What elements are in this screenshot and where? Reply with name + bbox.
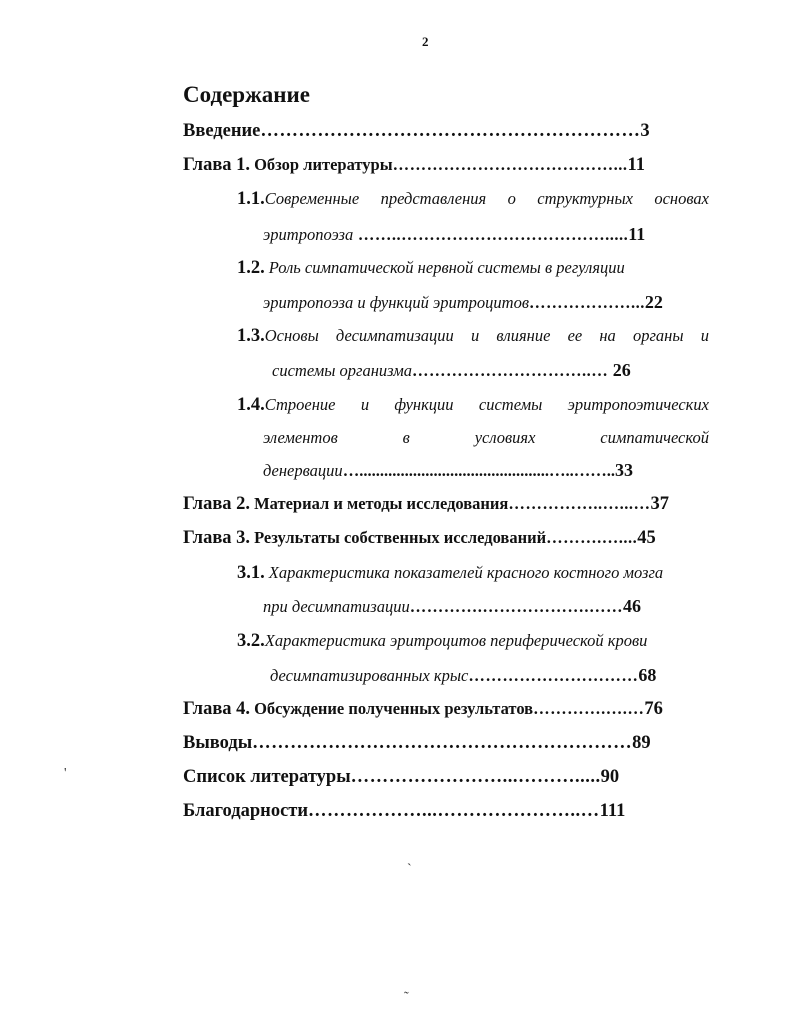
scan-speck-left: ': [64, 766, 67, 781]
toc-leader: ……….…....: [546, 528, 638, 547]
toc-page: 22: [644, 292, 663, 312]
toc-word: структурных: [537, 189, 633, 208]
toc-entry-1-4-line2: [263, 430, 709, 447]
toc-word: элементов: [263, 428, 338, 447]
toc-leader: ……..……………………………….....: [353, 225, 629, 244]
toc-leader: ……………..…...…: [508, 494, 651, 513]
toc-word: и: [360, 395, 370, 414]
toc-word: условиях: [474, 428, 536, 447]
toc-page: 76: [644, 699, 663, 719]
scan-speck-middle: ˋ: [407, 862, 412, 877]
toc-label: Обсуждение полученных результатов: [254, 699, 534, 718]
toc-leader: …………………………………...: [392, 155, 628, 174]
toc-page: 111: [599, 801, 626, 821]
toc-word: Современные: [264, 189, 360, 208]
toc-page: 46: [623, 596, 641, 616]
toc-word: функции: [394, 395, 454, 414]
toc-entry-3-2-line2: [270, 666, 656, 685]
toc-word: эритропоэтических: [567, 395, 709, 414]
toc-section-num: 1.4.: [237, 395, 265, 415]
toc-label: Введение: [183, 121, 261, 141]
toc-word: представления: [380, 189, 487, 208]
toc-entry-3-1-line2: [263, 597, 641, 616]
toc-entry-chapter-3: [183, 529, 656, 548]
toc-chapter-num: Глава 3.: [183, 528, 251, 548]
toc-leader: ………………...…………………..…: [308, 801, 600, 821]
toc-section-num: 1.3.: [237, 326, 265, 346]
toc-entry-1-4-line1: [237, 396, 709, 415]
toc-word: на: [599, 326, 616, 345]
toc-section-num: 1.1.: [237, 189, 265, 209]
toc-word: основах: [654, 189, 709, 208]
toc-leader: ………….….…: [533, 699, 645, 718]
toc-section-num: 3.2.: [237, 631, 265, 651]
toc-label: системы организма: [272, 361, 412, 380]
toc-entry-1-2-line1: [237, 259, 625, 278]
toc-label: десимпатизированных крыс: [270, 666, 469, 685]
toc-word: о: [507, 189, 516, 208]
toc-leader: …..............................................…..……..: [342, 461, 615, 480]
toc-label: Обзор литературы: [254, 155, 393, 174]
toc-chapter-num: Глава 2.: [183, 494, 251, 514]
toc-word: в: [402, 428, 410, 447]
toc-label: Материал и методы исследования: [254, 494, 509, 513]
toc-word: ее: [567, 326, 583, 345]
toc-entry-1-3-line2: [272, 361, 631, 380]
page-number: 2: [422, 34, 429, 49]
toc-word: влияние: [496, 326, 551, 345]
toc-page: 89: [632, 733, 651, 753]
toc-section-num: 3.1.: [237, 563, 265, 583]
toc-chapter-num: Глава 4.: [183, 699, 251, 719]
toc-entry-1-3-line1: [237, 327, 709, 346]
toc-entry-intro: [183, 122, 704, 141]
toc-page: 90: [600, 767, 620, 787]
toc-entry-chapter-2: [183, 495, 669, 514]
toc-page: 11: [627, 155, 645, 175]
toc-entry-acknowledgements: [183, 802, 625, 821]
toc-page: 33: [614, 460, 633, 480]
toc-word: и: [700, 326, 709, 345]
toc-word: десимпатизации: [335, 326, 454, 345]
toc-page: 37: [650, 494, 669, 514]
toc-entry-3-1-line1: [237, 564, 663, 583]
toc-leader: ……………………………………………………: [252, 733, 633, 753]
toc-entry-conclusions: [183, 734, 651, 753]
toc-label: Список литературы: [183, 767, 351, 787]
page-title: Содержание: [183, 82, 310, 107]
toc-entry-references: [183, 768, 619, 787]
toc-label: Выводы: [183, 733, 253, 753]
toc-page: 26: [608, 360, 631, 380]
toc-entry-1-1-line2: [263, 225, 645, 244]
toc-label: Благодарности: [183, 801, 309, 821]
toc-word: Основы: [264, 326, 319, 345]
toc-label: эритропоэза: [263, 225, 354, 244]
toc-leader: ………….……………….……: [409, 597, 623, 616]
toc-entry-1-2-line2: [263, 293, 663, 312]
toc-page: 45: [637, 528, 656, 548]
toc-leader: …………………………: [468, 666, 639, 685]
toc-label: эритропоэза и функций эритроцитов: [263, 293, 530, 312]
toc-entry-chapter-4: [183, 700, 663, 719]
toc-leader: …………………………..…: [411, 361, 609, 380]
toc-section-num: 1.2.: [237, 258, 265, 278]
toc-label: денервации: [263, 461, 343, 480]
toc-chapter-num: Глава 1.: [183, 155, 251, 175]
toc-leader: ………………...: [529, 293, 645, 312]
toc-entry-1-1-line1: [237, 190, 709, 209]
toc-label: при десимпатизации: [263, 597, 410, 616]
toc-word: органы: [632, 326, 684, 345]
toc-word: и: [470, 326, 480, 345]
toc-word: Строение: [264, 395, 336, 414]
toc-entry-chapter-1: [183, 156, 713, 175]
toc-label: Результаты собственных исследований: [254, 528, 547, 547]
toc-page: 11: [628, 224, 646, 244]
toc-entry-3-2-line1: [237, 632, 647, 651]
toc-page: 68: [638, 665, 657, 685]
toc-leader: ……………………...……….....: [350, 767, 601, 787]
toc-label: Характеристика эритроцитов периферической крови: [264, 631, 648, 650]
toc-leader: ……………………………………………………: [260, 121, 641, 141]
toc-page: 3: [640, 121, 650, 141]
toc-label: Роль симпатической нервной системы в регуляции: [268, 258, 625, 277]
toc-entry-1-4-line3: [263, 461, 633, 480]
scan-speck-bottom: ˜: [404, 990, 409, 1005]
toc-word: симпатической: [600, 428, 709, 447]
toc-word: системы: [478, 395, 543, 414]
toc-label: Характеристика показателей красного костного мозга: [268, 563, 664, 582]
